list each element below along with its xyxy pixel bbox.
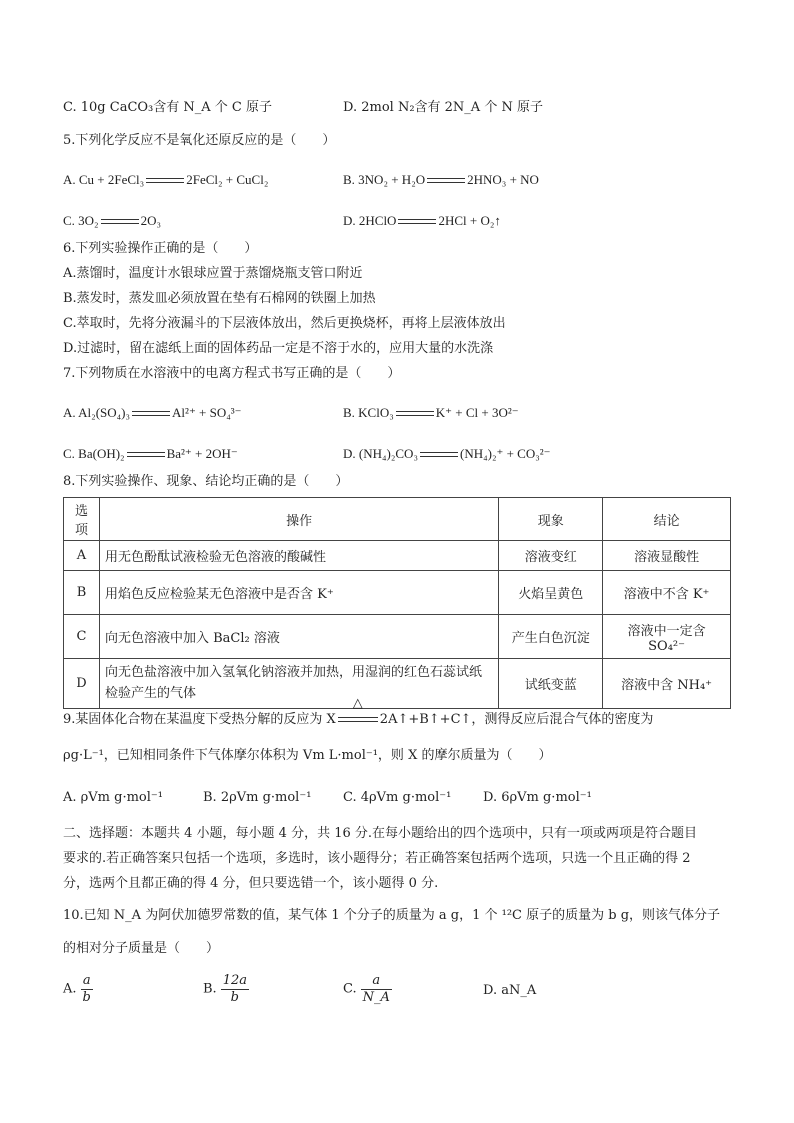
table-cell: 溶液中不含 K⁺ — [603, 571, 731, 615]
q10-c-label: C. — [343, 981, 357, 997]
fraction — [81, 973, 93, 1005]
table-row — [64, 541, 731, 571]
table-row — [64, 571, 731, 615]
table-header: 操作 — [99, 498, 498, 541]
q9-option-d: D. 6ρVm g·mol⁻¹ — [483, 790, 592, 805]
q9-line2: ρg·L⁻¹，已知相同条件下气体摩尔体积为 Vm L·mol⁻¹，则 X 的摩尔质量为（ ） — [63, 748, 552, 763]
denominator: b — [230, 989, 239, 1005]
numerator: a — [81, 973, 93, 990]
fraction — [361, 973, 392, 1005]
q6-option-c: C.萃取时，先将分液漏斗的下层液体放出，然后更换烧杯，再将上层液体放出 — [63, 316, 506, 331]
table-header: 现象 — [499, 498, 603, 541]
table-cell: 溶液变红 — [499, 541, 603, 571]
heat-symbol: △ — [352, 696, 363, 711]
q9-line1-a: 9.某固体化合物在某温度下受热分解的反应为 X — [63, 712, 336, 727]
q5-c-left: C. 3O₂ — [63, 213, 99, 228]
q7-option-a — [63, 405, 242, 421]
section2-line3: 分，选两个且都正确的得 4 分，但只要选错一个，该小题得 0 分. — [63, 876, 439, 891]
q5-d-right: 2HCl + O₂↑ — [438, 213, 501, 228]
equals-sign — [396, 409, 434, 419]
q5-option-a — [63, 172, 268, 188]
q5-c-right: 2O₃ — [140, 213, 162, 228]
table-row — [64, 615, 731, 659]
fraction — [221, 973, 249, 1005]
q9-option-c: C. 4ρVm g·mol⁻¹ — [343, 790, 452, 805]
q5-option-b — [343, 172, 539, 188]
q7-b-left: B. KClO₃ — [343, 405, 394, 420]
equals-sign — [398, 217, 436, 227]
equals-sign — [427, 176, 465, 186]
q6-option-d: D.过滤时，留在滤纸上面的固体药品一定是不溶于水的，应用大量的水洗涤 — [63, 341, 494, 356]
q5-b-right: 2HNO₃ + NO — [467, 172, 539, 187]
table-cell: 溶液显酸性 — [603, 541, 731, 571]
table-cell: 试纸变蓝 — [499, 659, 603, 709]
q5-option-d — [343, 213, 501, 229]
table-row — [64, 659, 731, 709]
q8-stem: 8.下列实验操作、现象、结论均正确的是（ ） — [63, 474, 349, 489]
table-header: 选项 — [64, 498, 100, 541]
q5-a-right: 2FeCl₂ + CuCl₂ — [186, 172, 269, 187]
equals-sign — [420, 450, 458, 460]
heat-arrow — [338, 696, 378, 728]
denominator: b — [82, 989, 91, 1005]
table-cell: 火焰呈黄色 — [499, 571, 603, 615]
table-header: 结论 — [603, 498, 731, 541]
equals-sign — [146, 176, 184, 186]
equals-sign — [127, 450, 165, 460]
q7-option-c — [63, 446, 238, 462]
q9-option-a: A. ρVm g·mol⁻¹ — [63, 790, 163, 805]
q6-option-a: A.蒸馏时，温度计水银球应置于蒸馏烧瓶支管口附近 — [63, 266, 363, 281]
table-cell: B — [64, 571, 100, 615]
q7-c-right: Ba²⁺ + 2OH⁻ — [166, 446, 238, 461]
q4-option-d: D. 2mol N₂含有 2N_A 个 N 原子 — [343, 100, 543, 115]
table-cell: 溶液中一定含 SO₄²⁻ — [603, 615, 731, 659]
table-cell: 向无色盐溶液中加入氢氧化钠溶液并加热，用湿润的红色石蕊试纸检验产生的气体 — [99, 659, 498, 709]
denominator: N_A — [362, 989, 390, 1005]
q7-a-right: Al²⁺ + SO₄³⁻ — [172, 405, 242, 420]
q7-c-left: C. Ba(OH)₂ — [63, 446, 125, 461]
q10-a-label: A. — [63, 981, 77, 997]
q7-option-d — [343, 446, 551, 462]
table-cell: A — [64, 541, 100, 571]
equals-sign — [132, 409, 170, 419]
q7-a-left: A. Al₂(SO₄)₃ — [63, 405, 131, 420]
q10-option-a — [63, 973, 93, 1005]
table-cell: C — [64, 615, 100, 659]
table-cell: D — [64, 659, 100, 709]
q10-option-b — [203, 973, 249, 1005]
q7-b-right: K⁺ + Cl + 3O²⁻ — [435, 405, 519, 420]
table-cell: 用焰色反应检验某无色溶液中是否含 K⁺ — [99, 571, 498, 615]
table-cell: 产生白色沉淀 — [499, 615, 603, 659]
q6-stem: 6.下列实验操作正确的是（ ） — [63, 241, 258, 256]
q7-stem: 7.下列物质在水溶液中的电离方程式书写正确的是（ ） — [63, 366, 401, 381]
q5-b-left: B. 3NO₂ + H₂O — [343, 172, 426, 187]
q7-d-left: D. (NH₄)₂CO₃ — [343, 446, 418, 461]
q10-option-d: D. aN_A — [483, 983, 537, 998]
numerator: 12a — [222, 973, 247, 988]
q7-d-right: (NH₄)₂⁺ + CO₃²⁻ — [459, 446, 551, 461]
section2-line1: 二、选择题：本题共 4 小题，每小题 4 分，共 16 分.在每小题给出的四个选项中，只有一项或两项是符合题目 — [63, 826, 698, 841]
equals-sign — [101, 217, 139, 227]
numerator: a — [361, 973, 392, 990]
table-cell: 用无色酚酞试液检验无色溶液的酸碱性 — [99, 541, 498, 571]
table-cell: 向无色溶液中加入 BaCl₂ 溶液 — [99, 615, 498, 659]
q6-option-b: B.蒸发时，蒸发皿必须放置在垫有石棉网的铁圈上加热 — [63, 291, 376, 306]
q7-option-b — [343, 405, 519, 421]
q5-option-c — [63, 213, 161, 229]
q5-a-left: A. Cu + 2FeCl₃ — [63, 172, 145, 187]
section2-line2: 要求的.若正确答案只包括一个选项，多选时，该小题得分；若正确答案包括两个选项，只选一个且正确的得 2 — [63, 851, 691, 866]
q8-table — [63, 497, 731, 709]
q5-d-left: D. 2HClO — [343, 213, 397, 228]
q10-b-label: B. — [203, 981, 217, 997]
q5-stem: 5.下列化学反应不是氧化还原反应的是（ ） — [63, 133, 336, 148]
q10-line1: 10.已知 N_A 为阿伏加德罗常数的值，某气体 1 个分子的质量为 a g，1 个 ¹²C 原子的质量为 b g，则该气体分子 — [63, 908, 721, 923]
q10-line2: 的相对分子质量是（ ） — [63, 941, 220, 956]
q10-option-c — [343, 973, 392, 1005]
q9-option-b: B. 2ρVm g·mol⁻¹ — [203, 790, 312, 805]
equals-sign — [338, 715, 378, 725]
table-cell: 溶液中含 NH₄⁺ — [603, 659, 731, 709]
q9-line1 — [63, 696, 654, 728]
q9-line1-b: 2A↑+B↑+C↑，测得反应后混合气体的密度为 — [379, 712, 654, 727]
q4-option-c: C. 10g CaCO₃含有 N_A 个 C 原子 — [63, 100, 272, 115]
